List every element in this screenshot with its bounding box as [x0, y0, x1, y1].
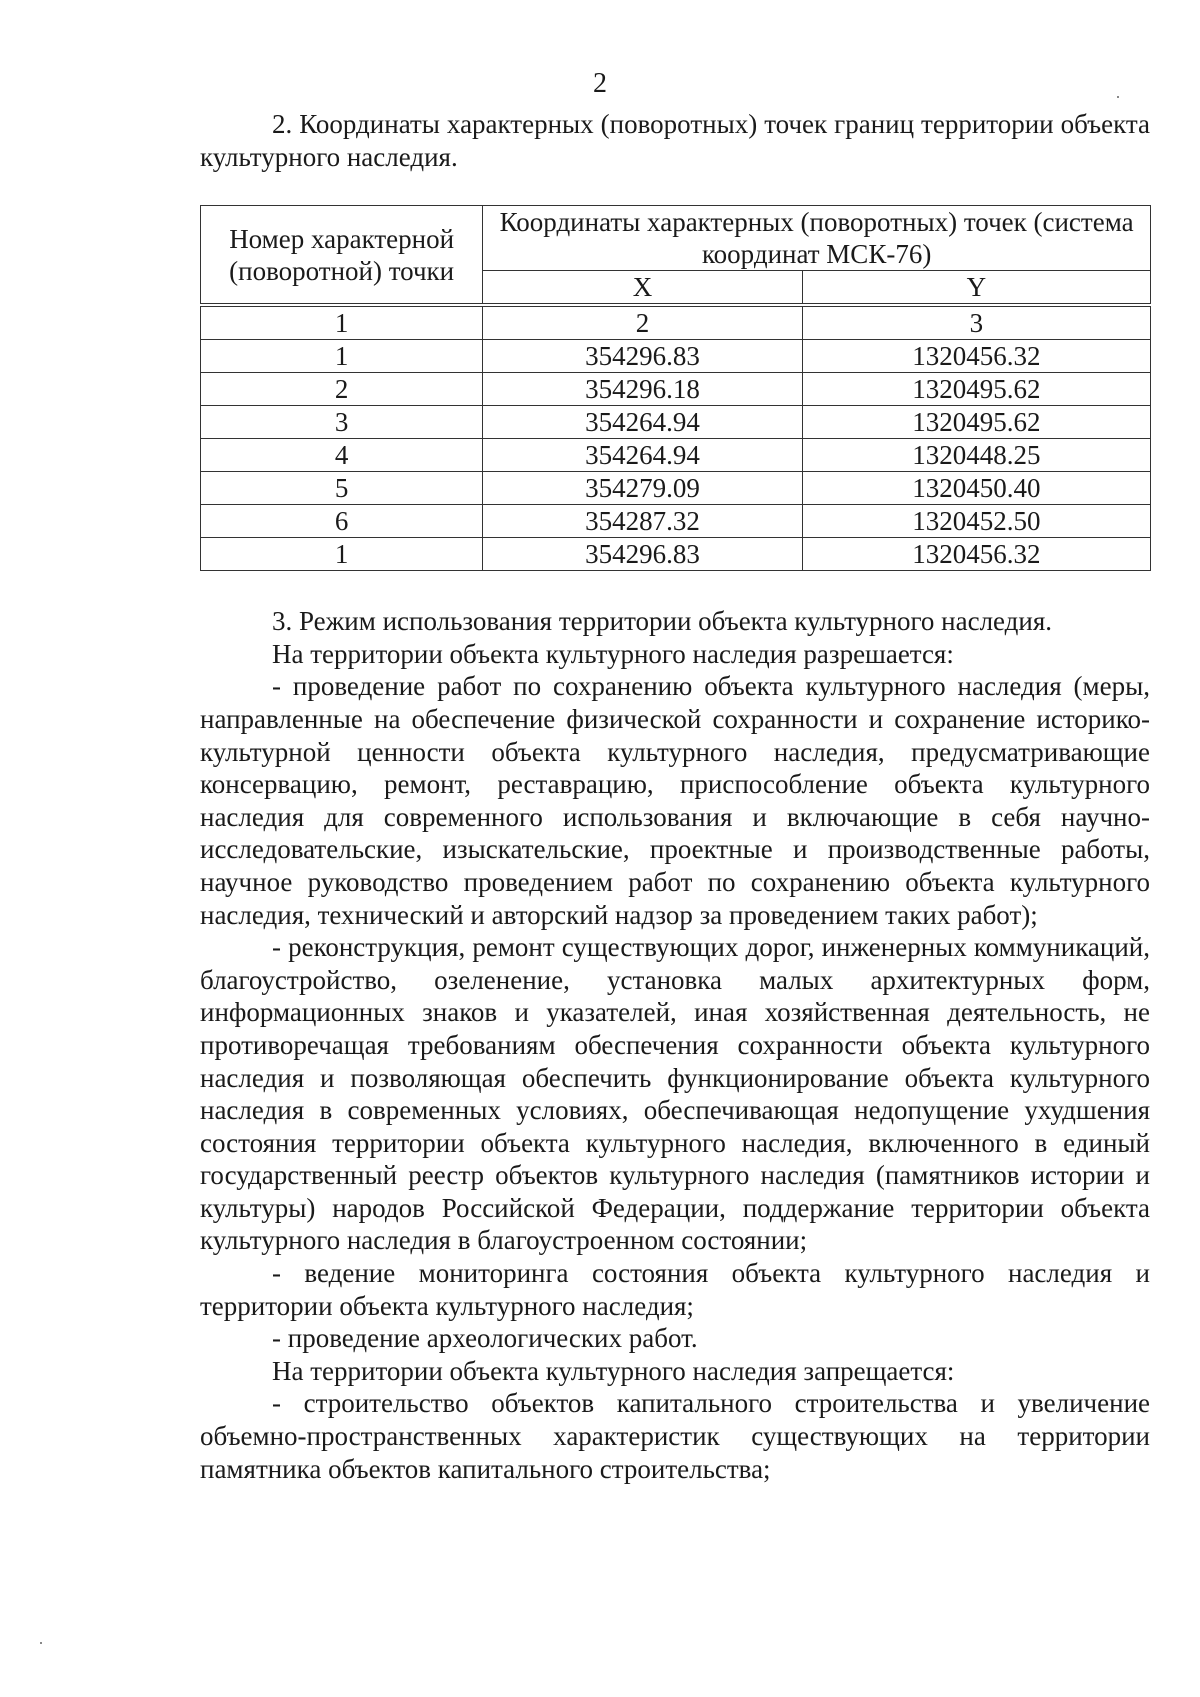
table-cell: 354296.83 — [483, 340, 803, 373]
table-cell: 2 — [483, 305, 803, 340]
table-cell: 6 — [201, 505, 483, 538]
table-cell: 1320448.25 — [802, 439, 1150, 472]
header-coordinates-group: Координаты характерных (поворотных) точек (система координат МСК-76) — [483, 206, 1151, 271]
table-cell: 1320456.32 — [802, 538, 1150, 571]
table-cell: 5 — [201, 472, 483, 505]
table-cell: 1320450.40 — [802, 472, 1150, 505]
forbidden-intro: На территории объекта культурного наследия запрещается: — [272, 1355, 955, 1386]
scan-speck — [1117, 96, 1119, 98]
table-cell: 1 — [201, 340, 483, 373]
table-cell: 3 — [201, 406, 483, 439]
header-y: Y — [802, 271, 1150, 306]
allowed-item: - проведение археологических работ. — [272, 1323, 698, 1354]
table-row — [201, 406, 1151, 439]
table-cell: 354264.94 — [483, 439, 803, 472]
table-cell: 354296.18 — [483, 373, 803, 406]
allowed-item: - ведение мониторинга состояния объекта культурного наследия и территории объекта культурного наследия; — [200, 1258, 1150, 1321]
page-number: 2 — [593, 68, 607, 99]
table-index-row — [201, 305, 1151, 340]
coordinates-table — [200, 205, 1151, 571]
allowed-intro: На территории объекта культурного наследия разрешается: — [272, 638, 954, 669]
forbidden-item: - строительство объектов капитального строительства и увеличение объемно-пространственных характеристик существующих на территории памятника объектов капитального строительства; — [200, 1388, 1150, 1484]
scan-speck — [40, 1642, 42, 1644]
table-row — [201, 373, 1151, 406]
header-x: X — [483, 271, 803, 306]
table-header-row — [201, 206, 1151, 271]
table-cell: 1320495.62 — [802, 406, 1150, 439]
table-cell: 1320456.32 — [802, 340, 1150, 373]
table-cell: 4 — [201, 439, 483, 472]
table-cell: 354279.09 — [483, 472, 803, 505]
table-cell: 1320495.62 — [802, 373, 1150, 406]
document-body — [200, 108, 1150, 1485]
table-row — [201, 439, 1151, 472]
table-cell: 1 — [201, 538, 483, 571]
table-row — [201, 340, 1151, 373]
table-row — [201, 505, 1151, 538]
table-cell: 1 — [201, 305, 483, 340]
table-row — [201, 538, 1151, 571]
section-2-heading: 2. Координаты характерных (поворотных) точек границ территории объекта культурного наследия. — [200, 109, 1150, 172]
section-3-heading: 3. Режим использования территории объекта культурного наследия. — [272, 606, 1053, 637]
table-cell: 354296.83 — [483, 538, 803, 571]
table-cell: 354264.94 — [483, 406, 803, 439]
table-cell: 2 — [201, 373, 483, 406]
table-cell: 354287.32 — [483, 505, 803, 538]
header-point-number: Номер характерной (поворотной) точки — [201, 206, 483, 306]
table-row — [201, 472, 1151, 505]
allowed-item: - реконструкция, ремонт существующих дорог, инженерных коммуникаций, благоустройство, озеленение, установка малых архитектурных форм, информационных знаков и указателей, иная хозяйственная деятельность, не противоречащая требованиям обеспечения сохранности объекта культурного наследия и позволяющая обеспечить функционирование объекта культурного наследия в современных условиях, обеспечивающая недопущение ухудшения состояния территории объекта культурного наследия, включенного в единый государственный реестр объектов культурного наследия (памятников истории и культуры) народов Российской Федерации, поддержание территории объекта культурного наследия в благоустроенном состоянии; — [200, 932, 1150, 1256]
table-cell: 3 — [802, 305, 1150, 340]
allowed-item: - проведение работ по сохранению объекта культурного наследия (меры, направленные на обеспечение физической сохранности и сохранение историко-культурной ценности объекта культурного наследия, предусматривающие консервацию, ремонт, реставрацию, приспособление объекта культурного наследия для современного использования и включающие в себя научно-исследовательские, изыскательские, проектные и производственные работы, научное руководство проведением работ по сохранению объекта культурного наследия, технический и авторский надзор за проведением таких работ); — [200, 671, 1150, 930]
table-cell: 1320452.50 — [802, 505, 1150, 538]
